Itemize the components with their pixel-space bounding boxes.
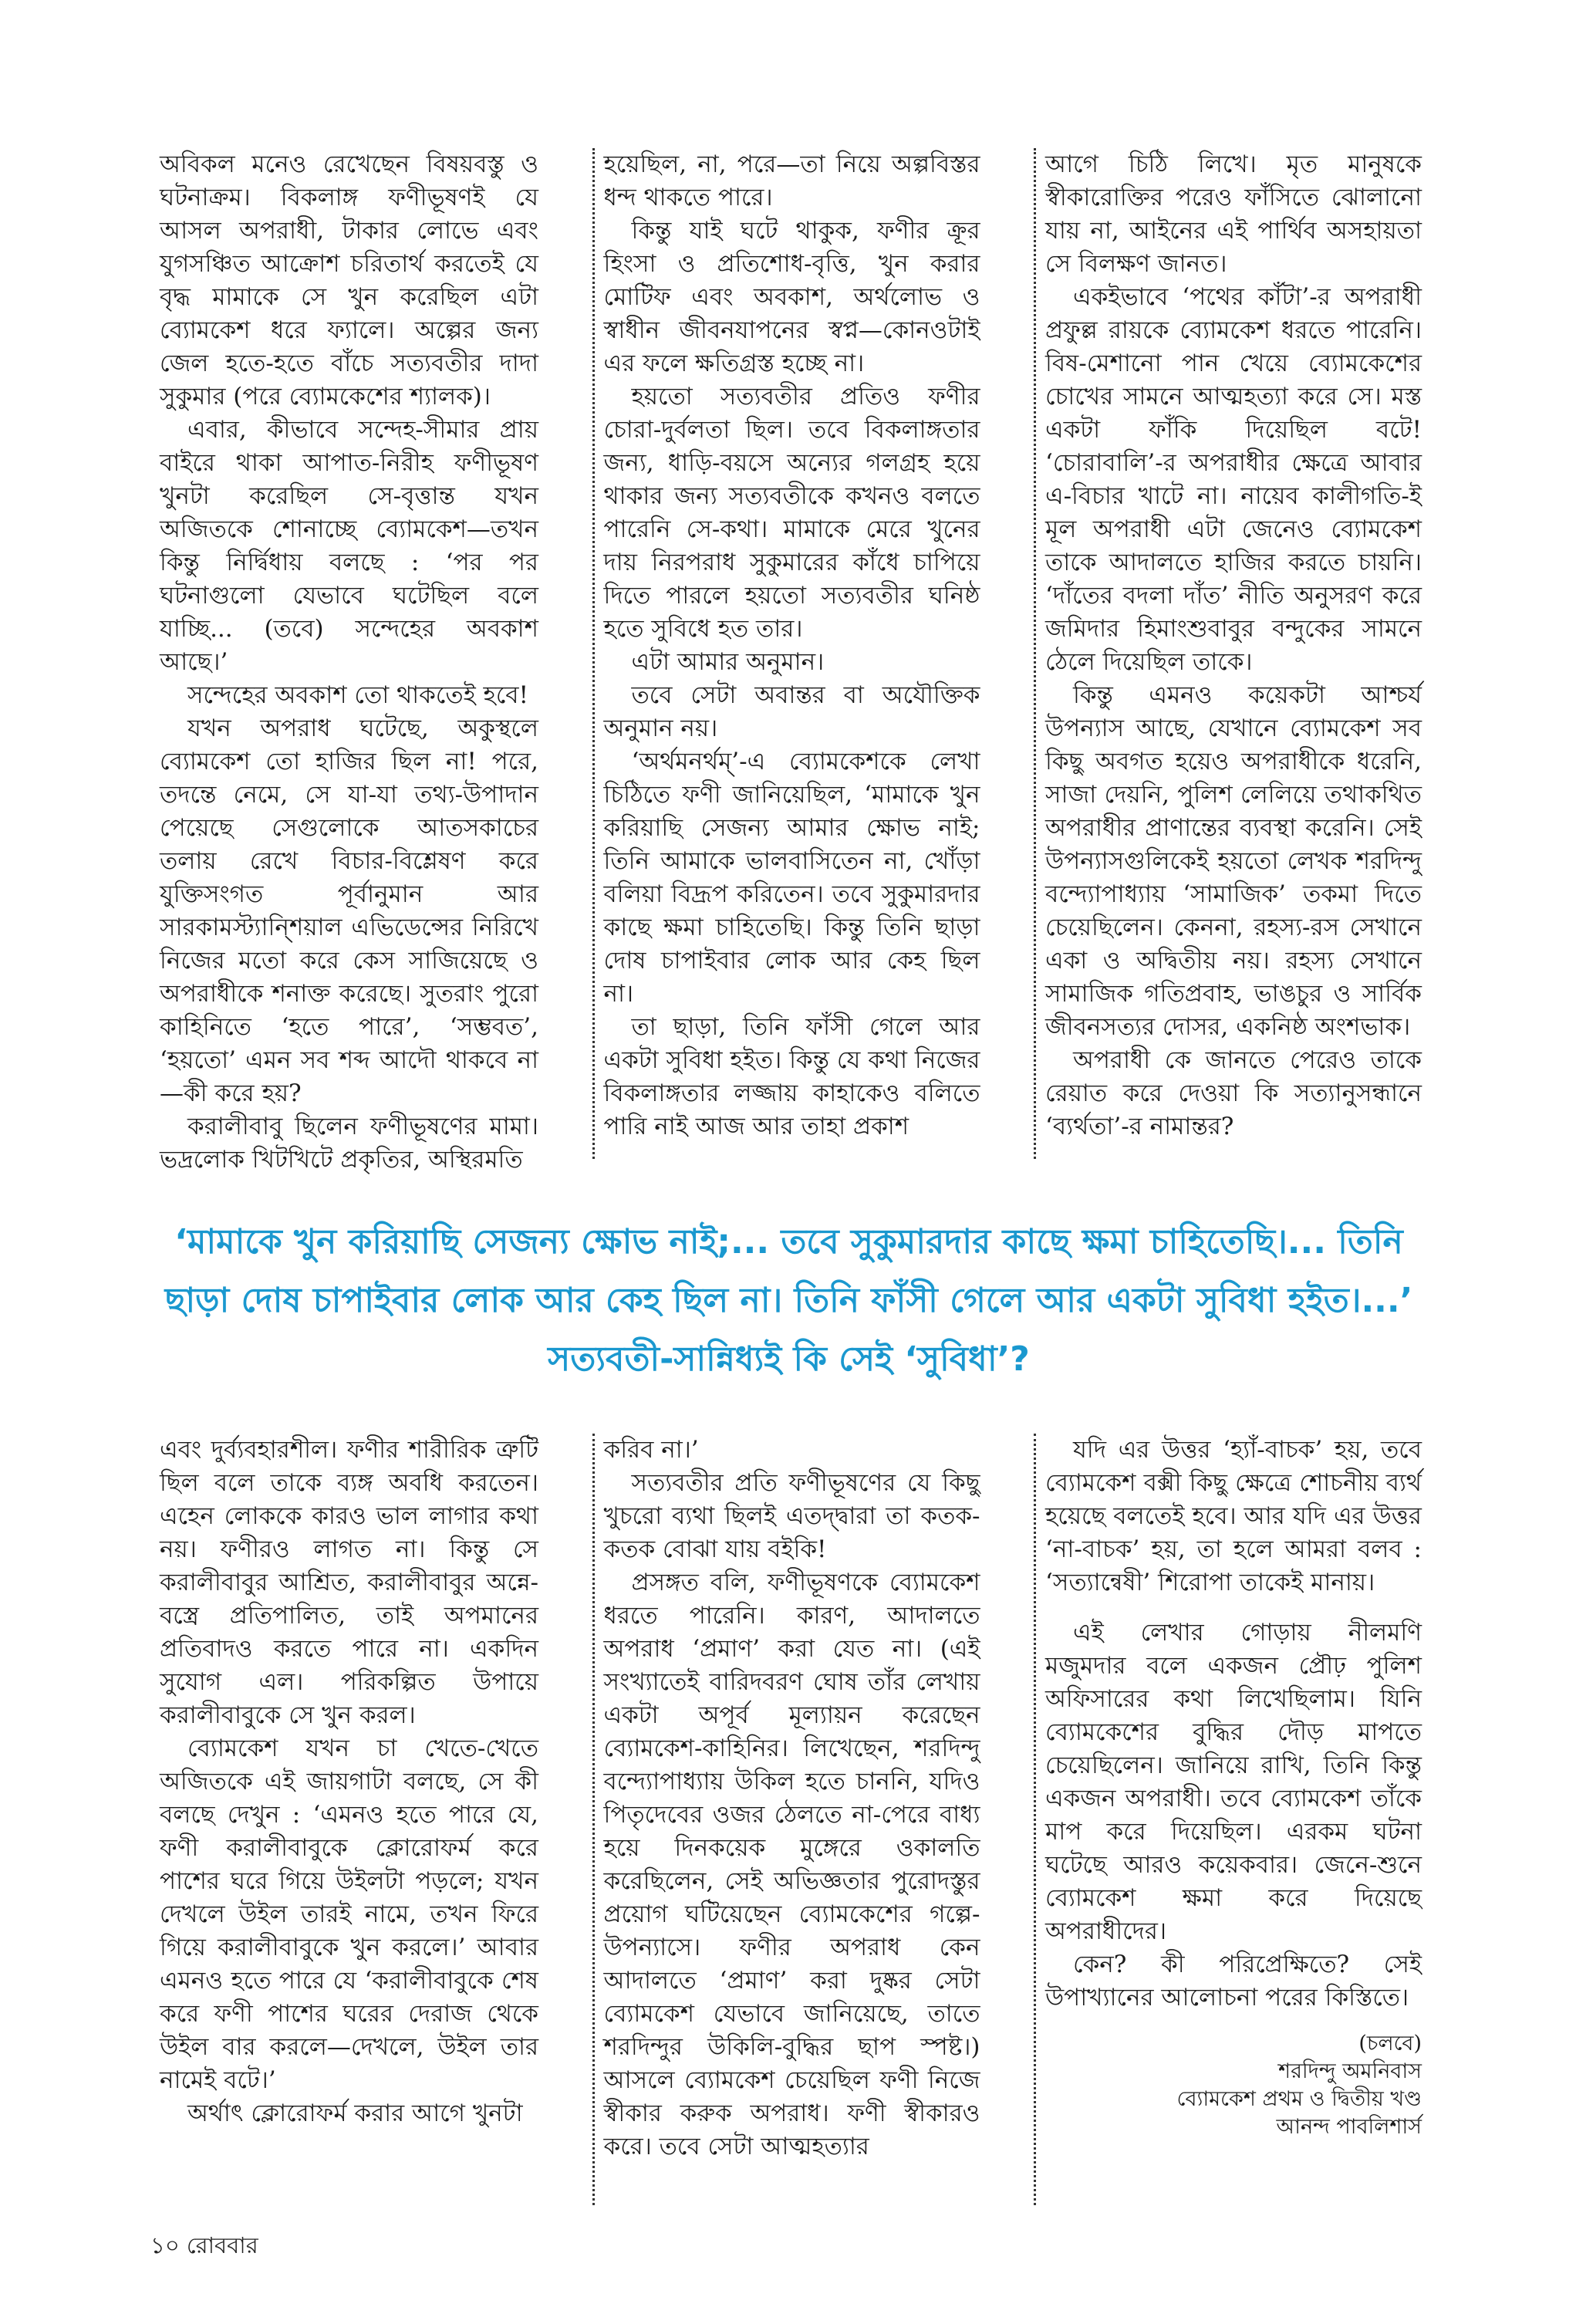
paragraph: হয়তো সত্যবতীর প্রতিও ফণীর চোরা-দুর্বলতা ছিল। তবে বিকলাঙ্গতার জন্য, ধাড়ি-বয়সে অন্যের গলগ্রহ হয়ে থাকার জন্য সত্যবতীকে কখনও বলতে পারেনি সে-কথা। মামাকে মেরে খুনের দায় নিরপরাধ সুকুমারের কাঁধে চাপিয়ে দিতে পারলে হয়তো সত্যবতীর ঘনিষ্ঠ হতে সুবিধে হত তার। — [603, 383, 980, 643]
paragraph: সত্যবতীর প্রতি ফণীভূষণের যে কিছু খুচরো ব্যথা ছিলই এতদ্দ্বারা তা কতক-কতক বোঝা যায় বইকি! — [603, 1469, 980, 1563]
paragraph: এবার, কীভাবে সন্দেহ-সীমার প্রায় বাইরে থাকা আপাত-নিরীহ ফণীভূষণ খুনটা করেছিল সে-বৃত্তান্ত যখন অজিতকে শোনাচ্ছে ব্যোমকেশ—তখন কিন্তু নির্দ্বিধায় বলছে : ‘পর পর ঘটনাগুলো যেভাবে ঘটেছিল বলে যাচ্ছি... (তবে) সন্দেহের অবকাশ আছে।’ — [160, 416, 538, 676]
top-column-2 — [592, 148, 990, 1159]
paragraph: আগে চিঠি লিখে। মৃত মানুষকে স্বীকারোক্তির পরেও ফাঁসিতে ঝোলানো যায় না, আইনের এই পার্থিব অসহায়তা সে বিলক্ষণ জানত। — [1045, 150, 1422, 278]
paragraph: অপরাধী কে জানতে পেরেও তাকে রেয়াত করে দেওয়া কি সত্যানুসন্ধানে ‘ব্যর্থতা’-র নামান্তর? — [1045, 1046, 1422, 1140]
paragraph: একইভাবে ‘পথের কাঁটা’-র অপরাধী প্রফুল্ল রায়কে ব্যোমকেশ ধরতে পারেনি। বিষ-মেশানো পান খেয়ে ব্যোমকেশের চোখের সামনে আত্মহত্যা করে সে। মস্ত একটা ফাঁকি দিয়েছিল বটে! ‘চোরাবালি’-র অপরাধীর ক্ষেত্রে আবার এ-বিচার খাটে না। নায়েব কালীগতি-ই মূল অপরাধী এটা জেনেও ব্যোমকেশ তাকে আদালতে হাজির করতে চায়নি। ‘দাঁতের বদলা দাঁত’ নীতি অনুসরণ করে জমিদার হিমাংশুবাবুর বন্দুকের সামনে ঠেলে দিয়েছিল তাকে। — [1045, 283, 1422, 676]
source-credit — [1045, 2030, 1422, 2141]
paragraph: কিন্তু যাই ঘটে থাকুক, ফণীর ক্রূর হিংসা ও প্রতিশোধ-বৃত্তি, খুন করার মোটিফ এবং অবকাশ, অর্থলোভ ও স্বাধীন জীবনযাপনের স্বপ্ন—কোনওটাই এর ফলে ক্ষতিগ্রস্ত হচ্ছে না। — [603, 217, 980, 377]
paragraph: ‘অর্থমনর্থম্’-এ ব্যোমকেশকে লেখা চিঠিতে ফণী জানিয়েছিল, ‘মামাকে খুন করিয়াছি সেজন্য আমার ক্ষোভ নাই; তিনি আমাকে ভালবাসিতেন না, খোঁড়া বলিয়া বিদ্রূপ করিতেন। তবে সুকুমারদার কাছে ক্ষমা চাহিতেছি। কিন্তু তিনি ছাড়া দোষ চাপাইবার লোক আর কেহ ছিল না। — [603, 748, 980, 1008]
paragraph: অর্থাৎ ক্লোরোফর্ম করার আগে খুনটা — [187, 2099, 523, 2127]
paragraph: যদি এর উত্তর ‘হ্যাঁ-বাচক’ হয়, তবে ব্যোমকেশ বক্সী কিছু ক্ষেত্রে শোচনীয় ব্যর্থ হয়েছে বলতেই হবে। আর যদি এর উত্তর ‘না-বাচক’ হয়, তা হলে আমরা বলব : ‘সত্যান্বেষী’ শিরোপা তাকেই মানায়। — [1045, 1436, 1422, 1596]
paragraph: যখন অপরাধ ঘটেছে, অকুস্থলে ব্যোমকেশ তো হাজির ছিল না! পরে, তদন্তে নেমে, সে যা-যা তথ্য-উপাদান পেয়েছে সেগুলোকে আতসকাচের তলায় রেখে বিচার-বিশ্লেষণ করে যুক্তিসংগত পূর্বানুমান আর সারকামস্ট্যান্শিয়াল এভিডেন্সের নিরিখে নিজের মতো করে কেস সাজিয়েছে ও অপরাধীকে শনাক্ত করেছে। সুতরাং পুরো কাহিনিতে ‘হতে পারে’, ‘সম্ভবত’, ‘হয়তো’ এমন সব শব্দ আদৌ থাকবে না—কী করে হয়? — [160, 714, 538, 1107]
top-column-1 — [150, 148, 548, 1174]
paragraph: কেন? কী পরিপ্রেক্ষিতে? সেই উপাখ্যানের আলোচনা পরের কিস্তিতে। — [1045, 1951, 1422, 2012]
paragraph: ব্যোমকেশ যখন চা খেতে-খেতে অজিতকে এই জায়গাটা বলছে, সে কী বলছে দেখুন : ‘এমনও হতে পারে যে, ফণী করালীবাবুকে ক্লোরোফর্ম করে পাশের ঘরে গিয়ে উইলটা পড়লে; যখন দেখলে উইল তারই নামে, তখন ফিরে গিয়ে করালীবাবুকে খুন করলে।’ আবার এমনও হতে পারে যে ‘করালীবাবুকে শেষ করে ফণী পাশের ঘরের দেরাজ থেকে উইল বার করলে—দেখলে, উইল তার নামেই বটে।’ — [160, 1735, 538, 2094]
paragraph: করিব না।’ — [603, 1436, 699, 1464]
paragraph: তবে সেটা অবান্তর বা অযৌক্তিক অনুমান নয়। — [603, 681, 980, 742]
paragraph: এটা আমার অনুমান। — [631, 648, 825, 676]
top-column-3 — [1034, 148, 1431, 1159]
paragraph: এবং দুর্ব্যবহারশীল। ফণীর শারীরিক ত্রুটি ছিল বলে তাকে ব্যঙ্গ অবধি করতেন। এহেন লোককে কারও ভাল লাগার কথা নয়। ফণীরও লাগত না। কিন্তু সে করালীবাবুর আশ্রিত, করালীবাবুর অন্নে-বস্ত্রে প্রতিপালিত, তাই অপমানের প্রতিবাদও করতে পারে না। একদিন সুযোগ এল। পরিকল্পিত উপায়ে করালীবাবুকে সে খুন করল। — [160, 1436, 538, 1729]
paragraph: করালীবাবু ছিলেন ফণীভূষণের মামা। ভদ্রলোক খিটখিটে প্রকৃতির, অস্থিরমতি — [160, 1113, 538, 1174]
credit-line: শরদিন্দু অমনিবাস — [1278, 2059, 1422, 2083]
paragraph: হয়েছিল, না, পরে—তা নিয়ে অল্পবিস্তর ধন্দ থাকতে পারে। — [603, 150, 980, 211]
paragraph: প্রসঙ্গত বলি, ফণীভূষণকে ব্যোমকেশ ধরতে পারেনি। কারণ, আদালতে অপরাধ ‘প্রমাণ’ করা যেত না। (এই সংখ্যাতেই বারিদবরণ ঘোষ তাঁর লেখায় একটা অপূর্ব মূল্যায়ন করেছেন ব্যোমকেশ-কাহিনির। লিখেছেন, শরদিন্দু বন্দ্যোপাধ্যায় উকিল হতে চাননি, যদিও পিতৃদেবের ওজর ঠেলতে না-পেরে বাধ্য হয়ে দিনকয়েক মুঙ্গেরে ওকালতি করেছিলেন, সেই অভিজ্ঞতার পুরোদস্তুর প্রয়োগ ঘটিয়েছেন ব্যোমকেশের গল্পে-উপন্যাসে। ফণীর অপরাধ কেন আদালতে ‘প্রমাণ’ করা দুষ্কর সেটা ব্যোমকেশ যেভাবে জানিয়েছে, তাতে শরদিন্দুর উকিলি-বুদ্ধির ছাপ স্পষ্ট।) আসলে ব্যোমকেশ চেয়েছিল ফণী নিজে স্বীকার করুক অপরাধ। ফণী স্বীকারও করে। তবে সেটা আত্মহত্যার — [603, 1569, 980, 2160]
bottom-column-2 — [592, 1434, 990, 2205]
pull-quote: ‘মামাকে খুন করিয়াছি সেজন্য ক্ষোভ নাই;... তবে সুকুমারদার কাছে ক্ষমা চাহিতেছি।... তিনি ছাড়া দোষ চাপাইবার লোক আর কেহ ছিল না। তিনি ফাঁসী গেলে আর একটা সুবিধা হইত।...’ সত্যবতী-সান্নিধ্যই কি সেই ‘সুবিধা’? — [164, 1222, 1413, 1379]
credit-line: ব্যোমকেশ প্রথম ও দ্বিতীয় খণ্ড — [1176, 2087, 1422, 2111]
top-columns — [150, 148, 1431, 1174]
paragraph: তা ছাড়া, তিনি ফাঁসী গেলে আর একটা সুবিধা হইত। কিন্তু যে কথা নিজের বিকলাঙ্গতার লজ্জায় কাহাকেও বলিতে পারি নাই আজ আর তাহা প্রকাশ — [603, 1013, 980, 1140]
page-footer: ১০ রোববার — [150, 2232, 258, 2258]
paragraph: সন্দেহের অবকাশ তো থাকতেই হবে! — [187, 681, 529, 709]
continued-note: (চলবে) — [1358, 2032, 1422, 2055]
bottom-columns — [150, 1434, 1431, 2205]
paragraph: কিন্তু এমনও কয়েকটা আশ্চর্য উপন্যাস আছে, যেখানে ব্যোমকেশ সব কিছু অবগত হয়েও অপরাধীকে ধরেনি, সাজা দেয়নি, পুলিশ লেলিয়ে তথাকথিত অপরাধীর প্রাণান্তের ব্যবস্থা করেনি। সেই উপন্যাসগুলিকেই হয়তো লেখক শরদিন্দু বন্দ্যোপাধ্যায় ‘সামাজিক’ তকমা দিতে চেয়েছিলেন। কেননা, রহস্য-রস সেখানে একা ও অদ্বিতীয় নয়। রহস্য সেখানে সামাজিক গতিপ্রবাহ, ভাঙচুর ও সার্বিক জীবনসত্যর দোসর, একনিষ্ঠ অংশভাক। — [1045, 681, 1422, 1041]
bottom-column-1 — [150, 1434, 548, 2205]
paragraph: এই লেখার গোড়ায় নীলমণি মজুমদার বলে একজন প্রৌঢ় পুলিশ অফিসারের কথা লিখেছিলাম। যিনি ব্যোমকেশের বুদ্ধির দৌড় মাপতে চেয়েছিলেন। জানিয়ে রাখি, তিনি কিন্তু একজন অপরাধী। তবে ব্যোমকেশ তাঁকে মাপ করে দিয়েছিল। এরকম ঘটনা ঘটেছে আরও কয়েকবার। জেনে-শুনে ব্যোমকেশ ক্ষমা করে দিয়েছে অপরাধীদের। — [1045, 1619, 1422, 1945]
paragraph: অবিকল মনেও রেখেছেন বিষয়বস্তু ও ঘটনাক্রম। বিকলাঙ্গ ফণীভূষণই যে আসল অপরাধী, টাকার লোভে এবং যুগসঞ্চিত আক্রোশ চরিতার্থ করতেই যে বৃদ্ধ মামাকে সে খুন করেছিল এটা ব্যোমকেশ ধরে ফ্যালে। অল্পের জন্য জেল হতে-হতে বাঁচে সত্যবতীর দাদা সুকুমার (পরে ব্যোমকেশের শ্যালক)। — [160, 150, 538, 410]
credit-line: আনন্দ পাবলিশার্স — [1276, 2115, 1422, 2139]
bottom-column-3 — [1034, 1434, 1431, 2205]
